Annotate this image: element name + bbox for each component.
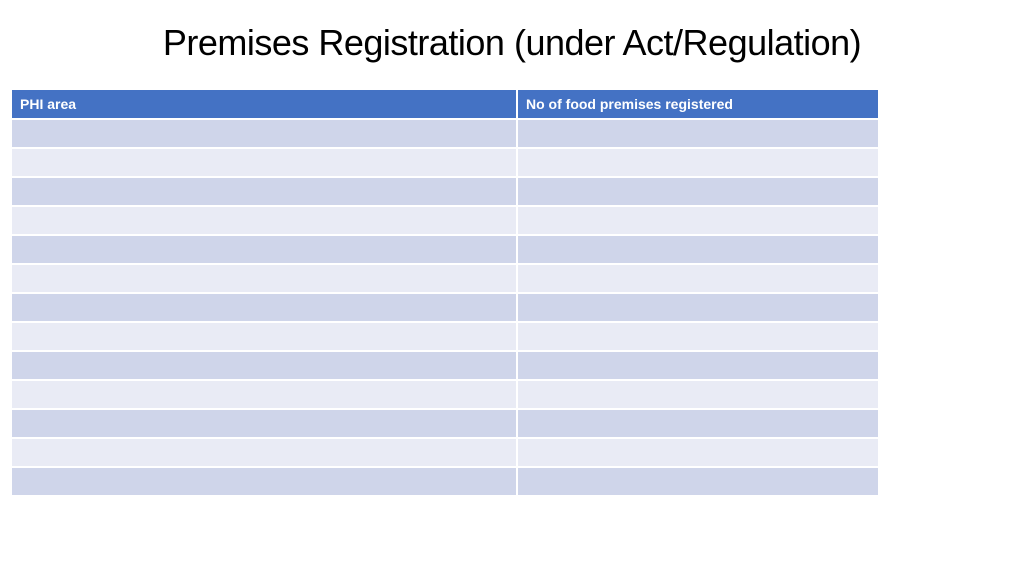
table-row bbox=[11, 293, 879, 322]
table-row bbox=[11, 351, 879, 380]
cell-premises-count bbox=[517, 467, 879, 496]
cell-phi-area bbox=[11, 380, 517, 409]
header-phi-area: PHI area bbox=[11, 89, 517, 119]
cell-phi-area bbox=[11, 467, 517, 496]
cell-premises-count bbox=[517, 380, 879, 409]
cell-phi-area bbox=[11, 148, 517, 177]
table-row bbox=[11, 119, 879, 148]
table-row bbox=[11, 380, 879, 409]
cell-phi-area bbox=[11, 177, 517, 206]
cell-phi-area bbox=[11, 119, 517, 148]
cell-premises-count bbox=[517, 119, 879, 148]
table-row bbox=[11, 467, 879, 496]
table-row bbox=[11, 409, 879, 438]
table-row bbox=[11, 177, 879, 206]
cell-premises-count bbox=[517, 206, 879, 235]
table-row bbox=[11, 438, 879, 467]
cell-premises-count bbox=[517, 409, 879, 438]
table-row bbox=[11, 322, 879, 351]
registration-table bbox=[10, 88, 880, 497]
table-header-row bbox=[11, 89, 879, 119]
slide-title: Premises Registration (under Act/Regulation) bbox=[162, 22, 862, 63]
cell-premises-count bbox=[517, 235, 879, 264]
cell-phi-area bbox=[11, 438, 517, 467]
table-row bbox=[11, 264, 879, 293]
cell-phi-area bbox=[11, 235, 517, 264]
header-food-premises-registered: No of food premises registered bbox=[517, 89, 879, 119]
cell-premises-count bbox=[517, 177, 879, 206]
table-row bbox=[11, 206, 879, 235]
table-row bbox=[11, 148, 879, 177]
cell-phi-area bbox=[11, 351, 517, 380]
cell-premises-count bbox=[517, 438, 879, 467]
table-row bbox=[11, 235, 879, 264]
cell-premises-count bbox=[517, 148, 879, 177]
cell-premises-count bbox=[517, 293, 879, 322]
cell-phi-area bbox=[11, 293, 517, 322]
cell-phi-area bbox=[11, 322, 517, 351]
cell-phi-area bbox=[11, 264, 517, 293]
cell-premises-count bbox=[517, 264, 879, 293]
cell-phi-area bbox=[11, 409, 517, 438]
cell-phi-area bbox=[11, 206, 517, 235]
cell-premises-count bbox=[517, 322, 879, 351]
cell-premises-count bbox=[517, 351, 879, 380]
